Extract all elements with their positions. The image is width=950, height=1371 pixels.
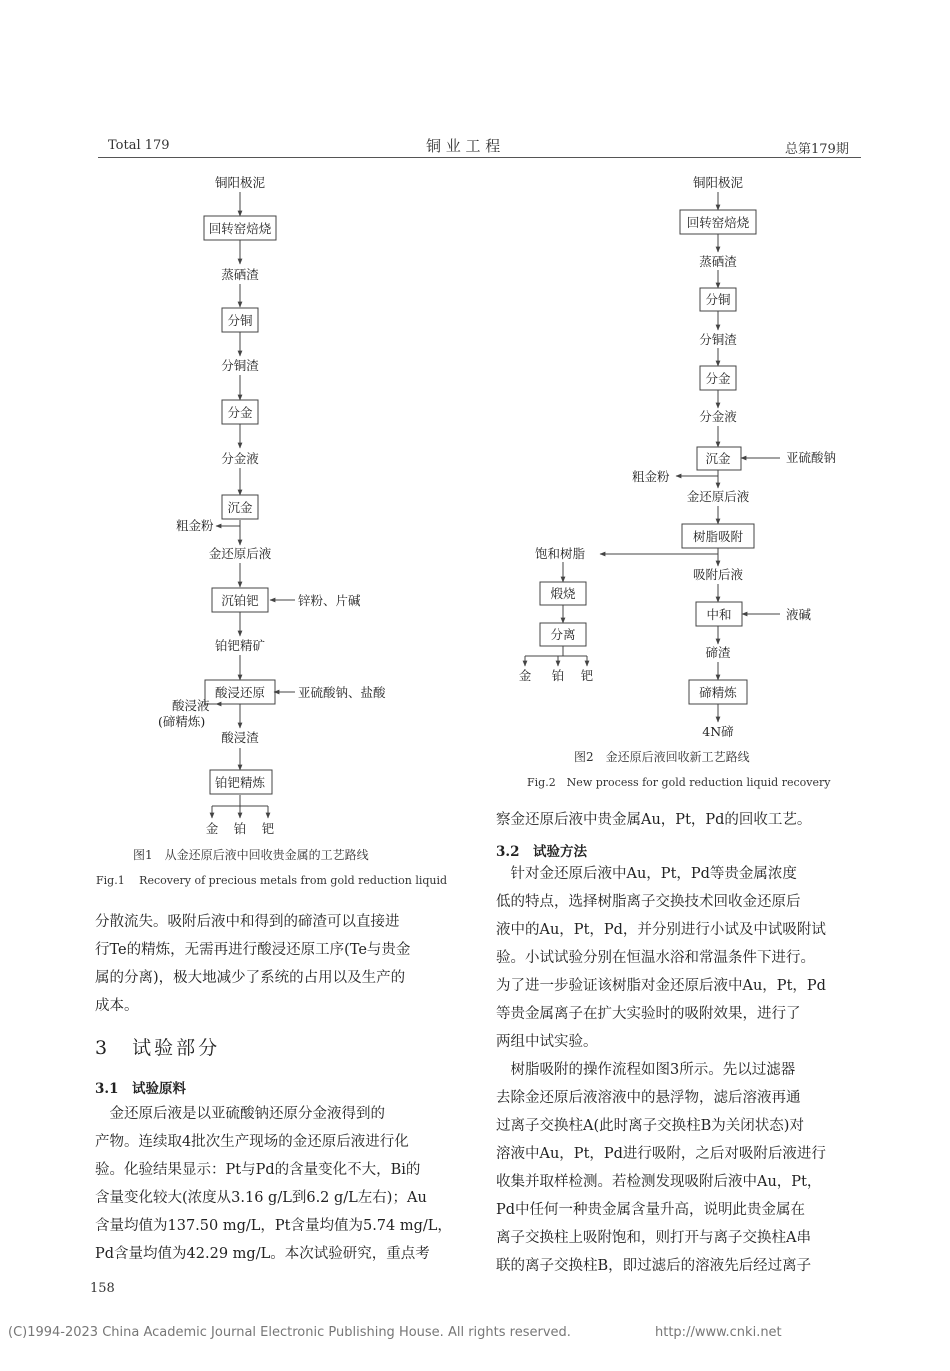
fig2-caption-cn: 图2 金还原后液回收新工艺路线 bbox=[574, 750, 750, 764]
copyright-footer: (C)1994-2023 China Academic Journal Electronic Publishing House. All rights reserved. bbox=[8, 1325, 571, 1340]
fig1-box-cu: 分铜 bbox=[227, 313, 253, 328]
fig2-node-sat-resin: 饱和树脂 bbox=[535, 546, 586, 561]
right-paragraph-1: 针对金还原后液中Au，Pt，Pd等贵金属浓度 低的特点，选择树脂离子交换技术回收金还原后 液中的Au，Pt，Pd，并分别进行小试及中试吸附试 验。小试试验分别在恒温水浴和常温条件下进行。 为了进一步验证该树脂对金还原后液中Au，Pt，Pd 等贵金属离子在扩大实验时的吸附效果，进行了 两组中试实验。 bbox=[496, 866, 826, 1050]
fig1-node-cu-residue: 分铜渣 bbox=[221, 358, 259, 373]
fig1-node-anode-slime: 铜阳极泥 bbox=[214, 175, 266, 190]
right-paragraph-0: 察金还原后液中贵金属Au，Pt，Pd的回收工艺。 bbox=[496, 812, 812, 828]
fig2-box-separate: 分离 bbox=[550, 627, 576, 642]
fig1-node-acid-residue: 酸浸渣 bbox=[221, 730, 259, 745]
fig2-box-te-refine: 碲精炼 bbox=[699, 685, 737, 700]
fig2-box-neutral: 中和 bbox=[706, 607, 732, 622]
fig2-out-pt: 铂 bbox=[551, 668, 565, 683]
fig2-node-after-liquid: 吸附后液 bbox=[692, 567, 744, 582]
fig1-box-roast: 回转窑焙烧 bbox=[208, 221, 272, 236]
fig2-box-calcine: 煅烧 bbox=[550, 586, 576, 601]
fig2-node-cu-residue: 分铜渣 bbox=[699, 332, 737, 347]
fig2-side-na: 亚硫酸钠 bbox=[786, 450, 837, 465]
fig1-box-refine: 铂钯精炼 bbox=[214, 775, 266, 790]
fig2-node-4n-te: 4N碲 bbox=[702, 724, 734, 739]
fig2-out-au: 金 bbox=[518, 668, 532, 683]
fig1-caption-en: Fig.1 Recovery of precious metals from gold reduction liquid bbox=[96, 874, 448, 887]
fig2-caption-en: Fig.2 New process for gold reduction liquid recovery bbox=[527, 776, 831, 789]
fig2-node-anode-slime: 铜阳极泥 bbox=[692, 175, 744, 190]
journal-title: 铜 业 工 程 bbox=[426, 137, 501, 155]
fig1-side-na: 亚硫酸钠、盐酸 bbox=[298, 685, 386, 700]
section-3-2-heading: 3.2 试验方法 bbox=[496, 844, 587, 860]
fig1-box-acid: 酸浸还原 bbox=[214, 685, 266, 700]
fig1-box-ptpd: 沉铂钯 bbox=[221, 593, 259, 608]
cnki-url: http://www.cnki.net bbox=[655, 1325, 782, 1340]
fig2-box-au: 分金 bbox=[705, 371, 731, 386]
fig2-node-se-residue: 蒸硒渣 bbox=[699, 254, 737, 269]
fig1-side-zn: 锌粉、片碱 bbox=[298, 593, 361, 608]
fig1-out-pd: 钯 bbox=[261, 821, 275, 836]
fig1-side-te-refine: (碲精炼) bbox=[158, 714, 206, 729]
fig2-box-resin: 树脂吸附 bbox=[692, 529, 744, 544]
page-number: 158 bbox=[90, 1281, 115, 1296]
left-paragraph-1: 分散流失。吸附后液中和得到的碲渣可以直接进 行Te的精炼，无需再进行酸浸还原工序(Te与贵金 属的分离)，极大地减少了系统的占用以及生产的 成本。 bbox=[95, 914, 411, 1014]
fig1-side-leach: 酸浸液 bbox=[172, 698, 210, 713]
section-3-1-heading: 3.1 试验原料 bbox=[95, 1081, 186, 1097]
fig1-box-au: 分金 bbox=[227, 405, 253, 420]
running-header-left: Total 179 bbox=[108, 138, 170, 153]
right-paragraph-2: 树脂吸附的操作流程如图3所示。先以过滤器 去除金还原后液溶液中的悬浮物，滤后溶液再通 过离子交换柱A(此时离子交换柱B为关闭状态)对 溶液中Au，Pt，Pd进行吸附，之后对吸附后液进行 收集并取样检测。若检测发现吸附后液中Au，Pt， Pd中任何一种贵金属含量升高，说明此贵金属在 离子交换柱上吸附饱和，则打开与离子交换柱A串 联的离子交换柱B，即过滤后的溶液先后经过离子 bbox=[496, 1062, 826, 1274]
fig2-side-lye: 液碱 bbox=[786, 607, 812, 622]
fig2-node-reduction-liquid: 金还原后液 bbox=[686, 489, 750, 504]
fig2-out-pd: 钯 bbox=[580, 668, 594, 683]
fig1-node-se-residue: 蒸硒渣 bbox=[221, 267, 259, 282]
fig1-node-reduction-liquid: 金还原后液 bbox=[208, 546, 272, 561]
fig1-out-au: 金 bbox=[205, 821, 219, 836]
running-header-right: 总第179期 bbox=[785, 142, 849, 157]
fig1-node-ptpd-conc: 铂钯精矿 bbox=[214, 638, 266, 653]
fig1-node-au-liquid: 分金液 bbox=[221, 451, 259, 466]
section-3-heading: 3 试验部分 bbox=[95, 1037, 221, 1059]
fig1-side-rough-gold: 粗金粉 bbox=[176, 518, 214, 533]
fig2-box-sink: 沉金 bbox=[705, 451, 731, 466]
fig2-side-rough-gold: 粗金粉 bbox=[632, 469, 670, 484]
fig1-out-pt: 铂 bbox=[233, 821, 247, 836]
fig2-box-roast: 回转窑焙烧 bbox=[686, 215, 750, 230]
fig2-node-au-liquid: 分金液 bbox=[699, 409, 737, 424]
fig1-caption-cn: 图1 从金还原后液中回收贵金属的工艺路线 bbox=[133, 848, 369, 862]
fig1-box-sink: 沉金 bbox=[227, 500, 253, 515]
fig2-node-te-residue: 碲渣 bbox=[705, 645, 731, 660]
left-paragraph-2: 金还原后液是以亚硫酸钠还原分金液得到的 产物。连续取4批次生产现场的金还原后液进行化 验。化验结果显示：Pt与Pd的含量变化不大，Bi的 含量变化较大(浓度从3.16 g/L到6.2 g/L左右)；Au 含量均值为137.50 mg/L，Pt含量均值为5.74 mg/L， Pd含量均值为42.29 mg/L。本次试验研究，重点考 bbox=[95, 1106, 452, 1262]
fig2-box-cu: 分铜 bbox=[705, 292, 731, 307]
